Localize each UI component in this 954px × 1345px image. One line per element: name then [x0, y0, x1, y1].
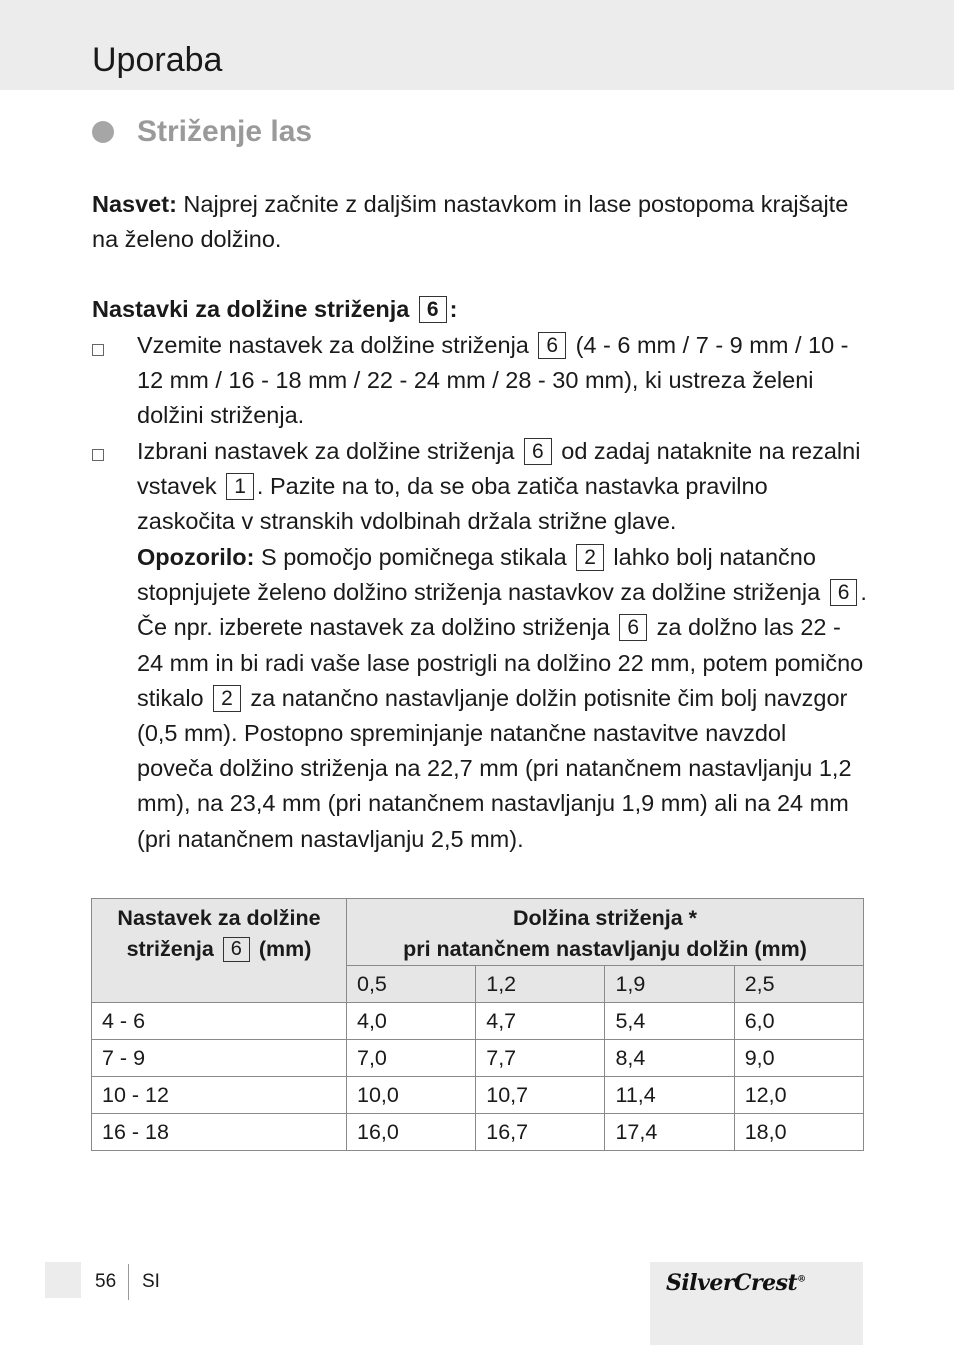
part-ref-box: 6: [830, 579, 858, 606]
part-ref-box: 6: [538, 332, 566, 359]
header-line: Dolžina striženja *: [513, 906, 697, 930]
table-row: [92, 1040, 864, 1077]
value-cell: 4,0: [347, 1003, 476, 1040]
brand-logo-text: SilverCrest: [666, 1270, 798, 1296]
brand-logo: [666, 1270, 806, 1296]
section-bullet-icon: [92, 121, 114, 143]
warning-label: Opozorilo:: [137, 544, 255, 570]
warning-text: za dolžno las 22 - 24 mm in bi radi vaše lase postrigli na dolžino 22 mm, potem pomično stikalo: [137, 614, 864, 711]
list-item-text: . Pazite na to, da se oba zatiča nastavka pravilno zaskočita v stranskih vdolbinah držala strižne glave.: [137, 473, 768, 535]
language-code: SI: [142, 1271, 160, 1292]
list-item-text: (4 - 6 mm / 7 - 9 mm / 10 - 12 mm / 16 - 18 mm / 22 - 24 mm / 28 - 30 mm), ki ustreza želeni dolžini striženja.: [137, 332, 849, 429]
setting-header-cell: 0,5: [347, 966, 476, 1003]
part-ref-box: 6: [419, 296, 447, 323]
attachment-cell: 7 - 9: [92, 1040, 347, 1077]
value-cell: 7,0: [347, 1040, 476, 1077]
cutting-length-table: [91, 898, 864, 1151]
warning-paragraph: [137, 540, 867, 857]
header-line: (mm): [252, 937, 312, 961]
list-item-text: Izbrani nastavek za dolžine striženja: [137, 438, 522, 464]
setting-header-cell: 1,2: [476, 966, 605, 1003]
value-cell: 11,4: [605, 1077, 734, 1114]
setting-header-cell: 2,5: [734, 966, 863, 1003]
attachments-heading-colon: :: [449, 296, 458, 322]
warning-text: za natančno nastavljanje dolžin potisnite čim bolj navzgor (0,5 mm). Postopno spreminjanje natančne nastavitve navzdol poveča dolžino striženja na 22,7 mm (pri natančnem nastavljanju 1,2 mm), na 23,4 mm (pri natančnem nastavljanju 1,9 mm) ali na 24 mm (pri natančnem nastavljanju 2,5 mm).: [137, 684, 852, 852]
attachment-cell: 4 - 6: [92, 1003, 347, 1040]
footer-divider: [128, 1264, 129, 1300]
checkbox-icon: [92, 449, 104, 461]
attachments-heading: [92, 292, 867, 327]
table-row: [92, 1077, 864, 1114]
list-item-text: Vzemite nastavek za dolžine striženja: [137, 332, 536, 358]
page-title: Uporaba: [92, 41, 223, 79]
setting-header-cell: 1,9: [605, 966, 734, 1003]
tip-text: Najprej začnite z daljšim nastavkom in lase postopoma krajšajte na želeno dolžino.: [92, 191, 849, 253]
registered-mark: ®: [797, 1274, 806, 1285]
value-cell: 16,7: [476, 1114, 605, 1151]
value-cell: 8,4: [605, 1040, 734, 1077]
brand-logo-box: [650, 1262, 863, 1345]
value-cell: 6,0: [734, 1003, 863, 1040]
tip-paragraph: [92, 187, 867, 257]
section-heading: Striženje las: [137, 115, 313, 148]
list-item-text: od zadaj nataknite na rezalni vstavek: [137, 438, 861, 500]
warning-text: S pomočjo pomičnega stikala: [254, 544, 574, 570]
list-item: [137, 328, 867, 434]
value-cell: 10,0: [347, 1077, 476, 1114]
value-cell: 16,0: [347, 1114, 476, 1151]
header-line: striženja: [126, 937, 220, 961]
value-cell: 10,7: [476, 1077, 605, 1114]
checkbox-icon: [92, 344, 104, 356]
warning-text: . Če npr. izberete nastavek za dolžino striženja: [137, 579, 867, 641]
footer-marker: [45, 1262, 81, 1298]
attachment-column-header: [92, 899, 347, 1003]
value-cell: 12,0: [734, 1077, 863, 1114]
value-cell: 7,7: [476, 1040, 605, 1077]
table-row: [92, 1003, 864, 1040]
value-cell: 17,4: [605, 1114, 734, 1151]
value-cell: 9,0: [734, 1040, 863, 1077]
header-line: pri natančnem nastavljanju dolžin (mm): [403, 937, 807, 961]
value-cell: 5,4: [605, 1003, 734, 1040]
tip-label: Nasvet:: [92, 191, 177, 217]
header-line: Nastavek za dolžine: [117, 906, 321, 930]
attachment-cell: 10 - 12: [92, 1077, 347, 1114]
attachments-heading-text: Nastavki za dolžine striženja: [92, 296, 416, 322]
part-ref-box: 6: [524, 438, 552, 465]
page-number: 56: [95, 1271, 117, 1292]
list-item: [137, 434, 867, 540]
warning-text: lahko bolj natančno stopnjujete želeno dolžino striženja nastavkov za dolžine striženja: [137, 544, 827, 606]
table-row: [92, 1114, 864, 1151]
part-ref-box: 1: [226, 473, 254, 500]
part-ref-box: 2: [213, 685, 241, 712]
part-ref-box: 6: [619, 614, 647, 641]
table-header-row: [92, 899, 864, 966]
attachment-cell: 16 - 18: [92, 1114, 347, 1151]
cutting-length-column-header: [347, 899, 864, 966]
value-cell: 18,0: [734, 1114, 863, 1151]
part-ref-box: 6: [223, 937, 250, 962]
part-ref-box: 2: [576, 544, 604, 571]
value-cell: 4,7: [476, 1003, 605, 1040]
